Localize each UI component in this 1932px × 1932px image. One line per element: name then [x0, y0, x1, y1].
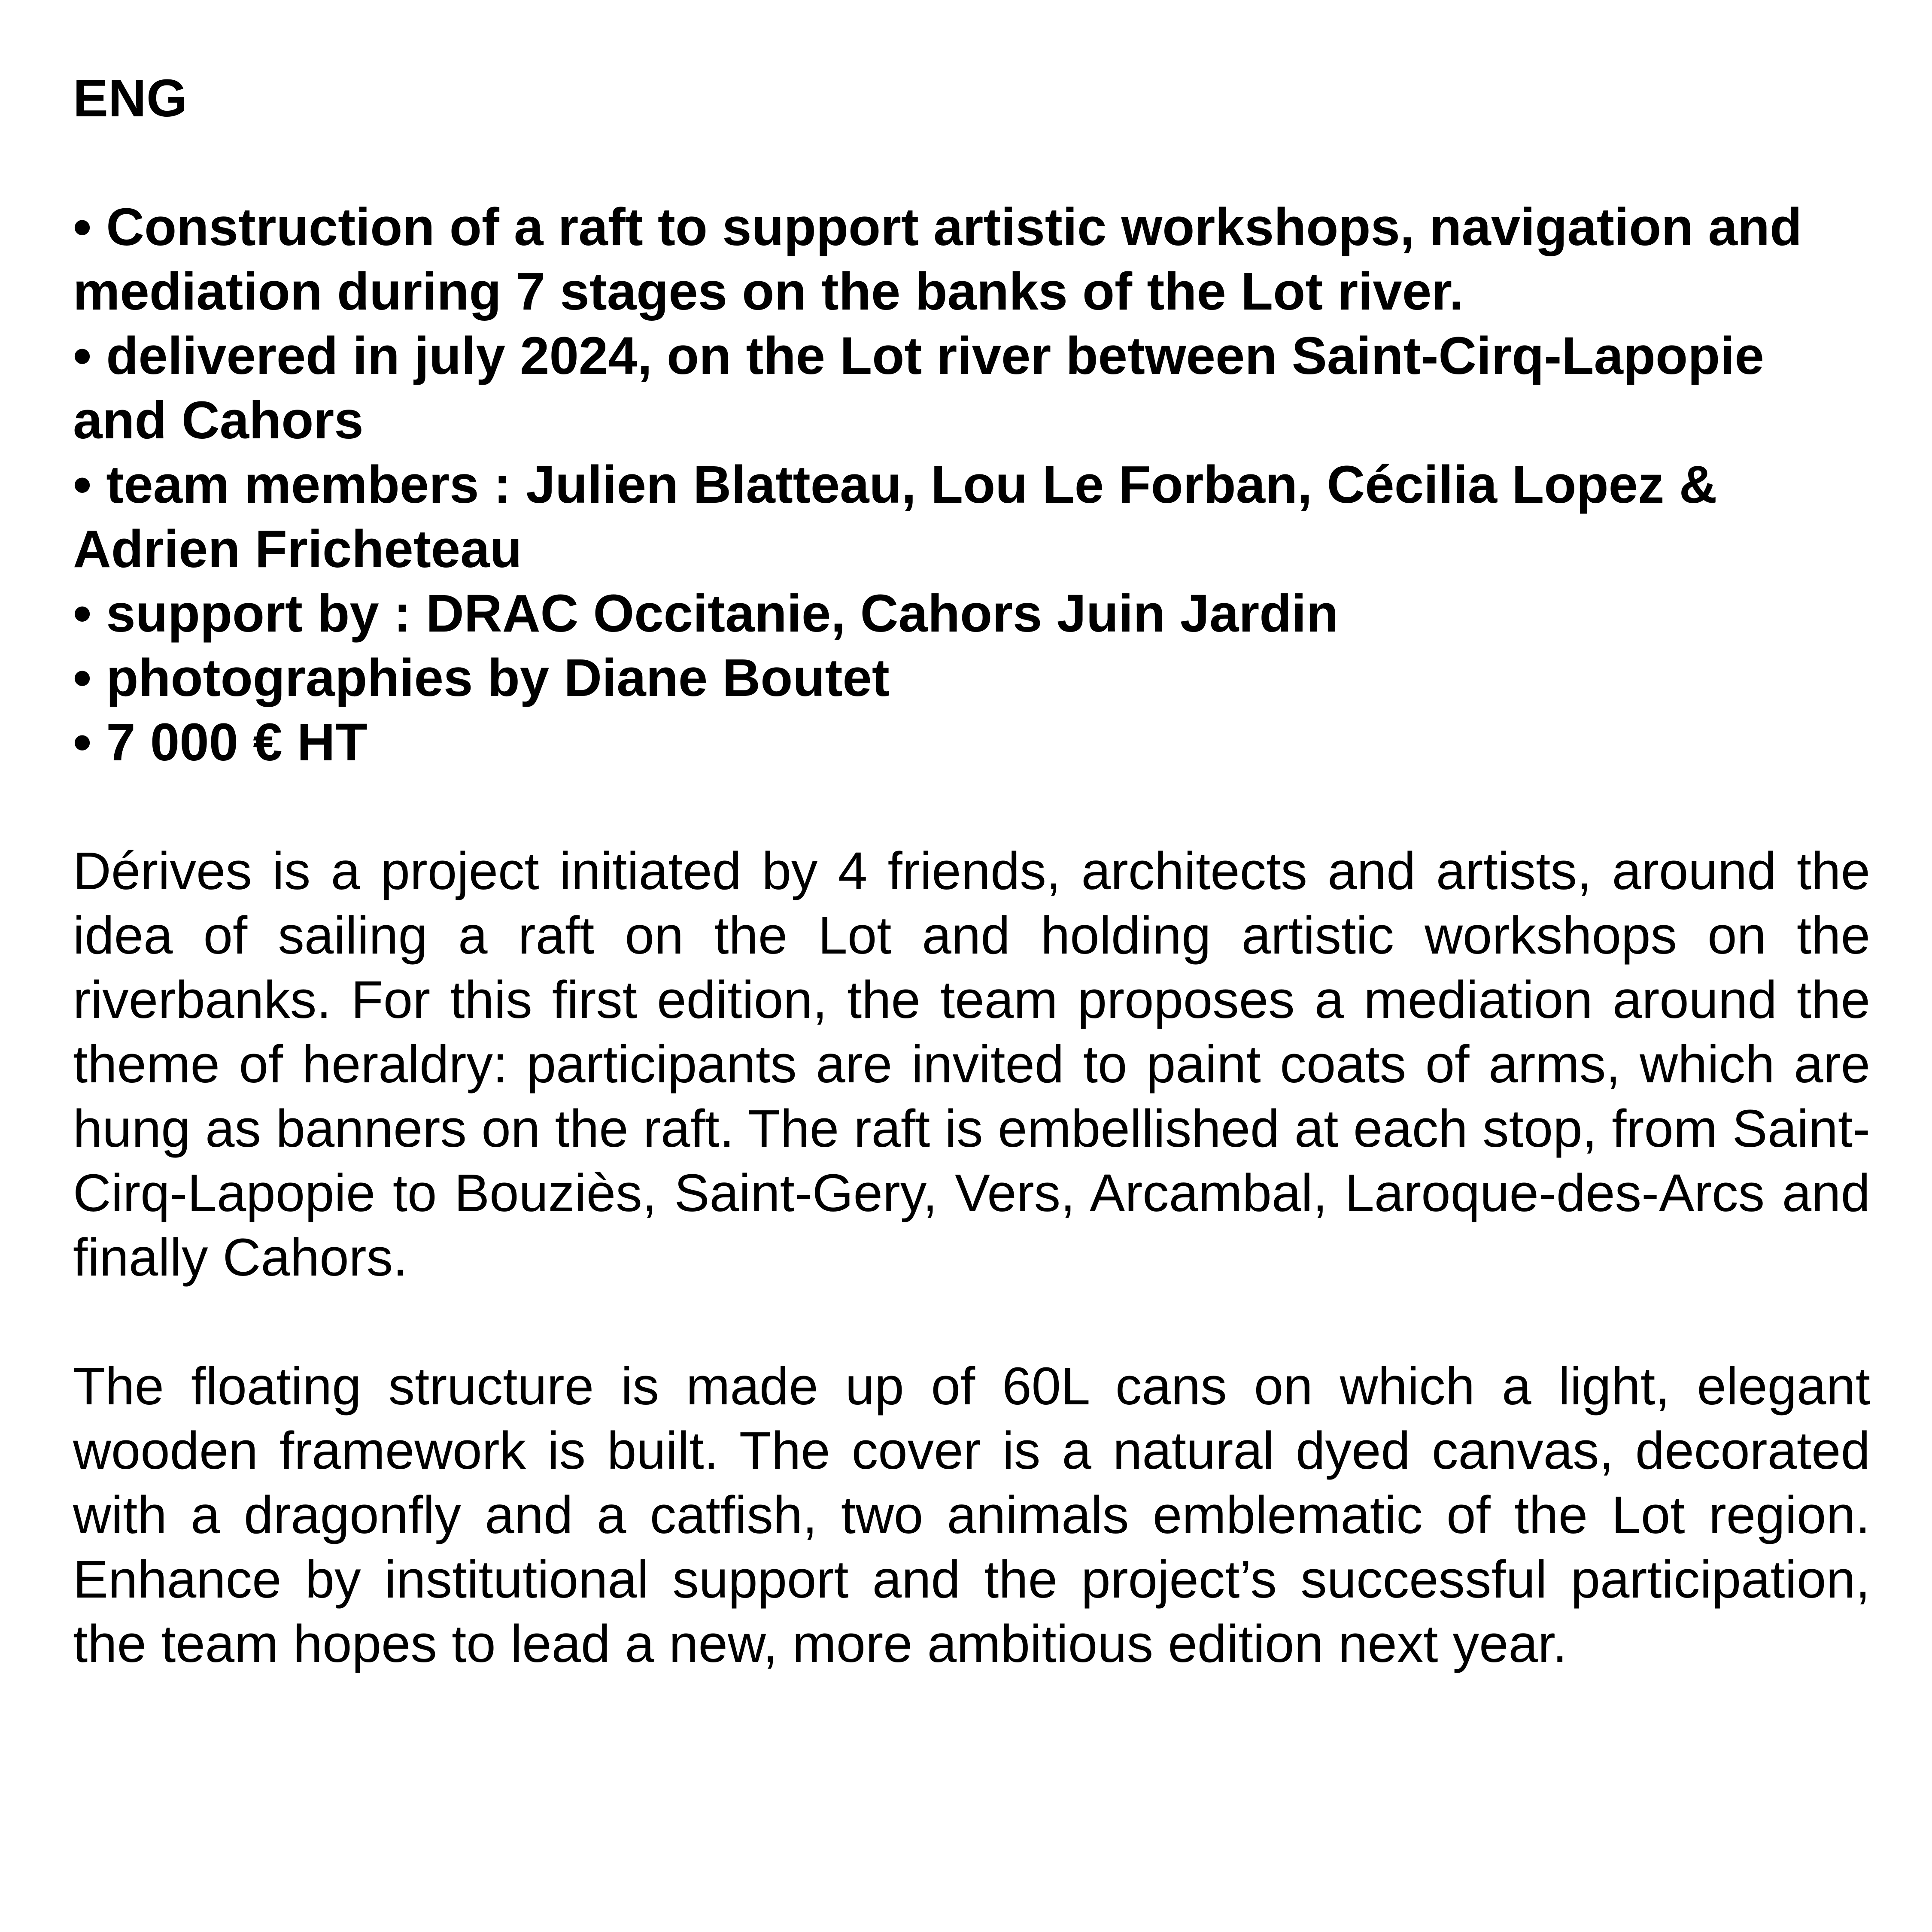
structure-description-paragraph: The floating structure is made up of 60L cans on which a light, elegant wooden framework is built. The cover is a natural dyed canvas, decorated with a dragonfly and a catfish, two animals emblematic of the Lot region. Enhance by institutional support and the project’s successful participation, the team hopes to lead a new, more ambitious edition next year.	[73, 1357, 1870, 1674]
project-description-paragraph: Dérives is a project initiated by 4 friends, architects and artists, around the idea of sailing a raft on the Lot and holding artistic workshops on the riverbanks. For this first edition, the team proposes a mediation around the theme of heraldry: participants are invited to paint coats of arms, which are hung as banners on the raft. The raft is embellished at each stop, from Saint-Cirq-Lapopie to Bouziès, Saint-Gery, Vers, Arcambal, Laroque-des-Arcs and finally Cahors.	[73, 842, 1870, 1287]
fact-construction: • Construction of a raft to support artistic workshops, navigation and mediation during 7 stages on the banks of the Lot river.	[73, 195, 1870, 324]
fact-team-members: • team members : Julien Blatteau, Lou Le Forban, Cécilia Lopez & Adrien Fricheteau	[73, 453, 1870, 582]
document-page	[73, 67, 1870, 1741]
fact-support: • support by : DRAC Occitanie, Cahors Juin Jardin	[73, 582, 1870, 646]
fact-photographies: • photographies by Diane Boutet	[73, 646, 1870, 711]
language-label: ENG	[73, 69, 188, 128]
project-facts-list	[73, 195, 1870, 775]
fact-delivery: • delivered in july 2024, on the Lot river between Saint-Cirq-Lapopie and Cahors	[73, 324, 1870, 453]
fact-budget: • 7 000 € HT	[73, 711, 1870, 775]
